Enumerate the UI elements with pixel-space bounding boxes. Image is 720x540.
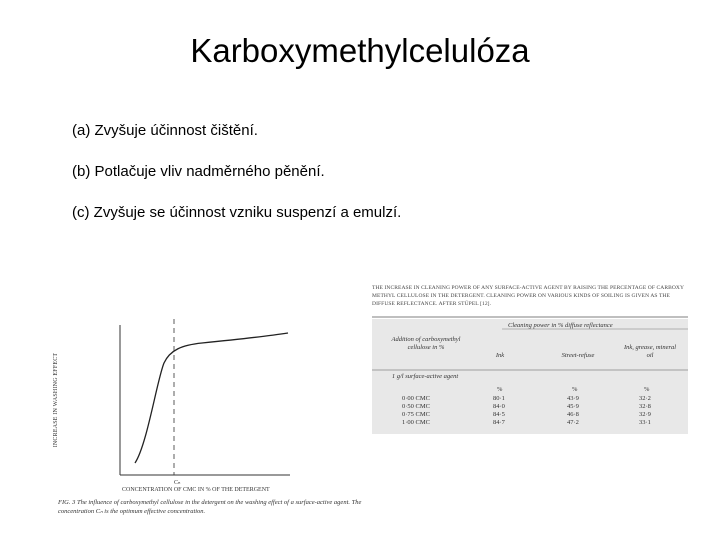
table-cell: 84·0: [493, 403, 505, 410]
table-cell: 47·2: [567, 419, 579, 426]
table-group-header: Cleaning power in % diffuse reflectance: [508, 322, 613, 329]
table-unit: %: [572, 386, 578, 393]
table-cell: 32·2: [639, 395, 651, 402]
table-cell: 45·9: [567, 403, 579, 410]
table-row-label: 0·50 CMC: [402, 403, 430, 410]
table-row-label: 0·75 CMC: [402, 411, 430, 418]
table-row-header: Addition of carboxymethyl cellulose in %: [391, 336, 461, 351]
table-cell: 80·1: [493, 395, 505, 402]
bullet-item: (b) Potlačuje vliv nadměrného pěnění.: [72, 163, 325, 180]
table-cell: 32·8: [639, 403, 651, 410]
table-unit: %: [497, 386, 503, 393]
figure-x-axis-label: CONCENTRATION OF CMC IN % OF THE DETERGENT: [122, 487, 270, 493]
figure-cn-label: Cₙ: [174, 480, 181, 486]
bullet-item: (c) Zvyšuje se účinnost vzniku suspenzí a emulzí.: [72, 204, 402, 221]
table-base-label: 1 g/l surface-active agent: [391, 373, 459, 380]
table-caption: THE INCREASE IN CLEANING POWER OF ANY SURFACE-ACTIVE AGENT BY RAISING THE PERCENTAGE OF CARBOXY METHYL CELLULOSE IN THE DETERGENT. CLEANING POWER ON VARIOUS KINDS OF SOILING IS GIVEN AS THE DIFFUSE REFLECTANCE. AFTER STÜPEL [12].: [372, 285, 684, 307]
table-cell: 84·7: [493, 419, 505, 426]
table-cell: 43·9: [567, 395, 579, 402]
table-cell: 84·5: [493, 411, 505, 418]
table-cell: 33·1: [639, 419, 651, 426]
bullet-item: (a) Zvyšuje účinnost čištění.: [72, 122, 258, 139]
figure-y-axis-label: INCREASE IN WASHING EFFECT: [53, 352, 59, 448]
table-unit: %: [644, 386, 650, 393]
table-cell: 46·8: [567, 411, 579, 418]
table-cell: 32·9: [639, 411, 651, 418]
table-column-header: Street-refuse: [561, 352, 595, 359]
figure-caption: FIG. 3 The influence of carboxymethyl cellulose in the detergent on the washing effect of a surface-active agent. The concentration Cₙ is the optimum effective concentration.: [58, 499, 362, 515]
slide-title: Karboxymethylcelulóza: [190, 32, 530, 69]
bullet-list: [72, 122, 401, 245]
table-column-header: Ink: [495, 352, 505, 359]
table-column-header: Ink, grease, mineral oil: [623, 344, 677, 359]
table-row-label: 0·00 CMC: [402, 395, 430, 402]
table-row-label: 1·00 CMC: [402, 419, 430, 426]
